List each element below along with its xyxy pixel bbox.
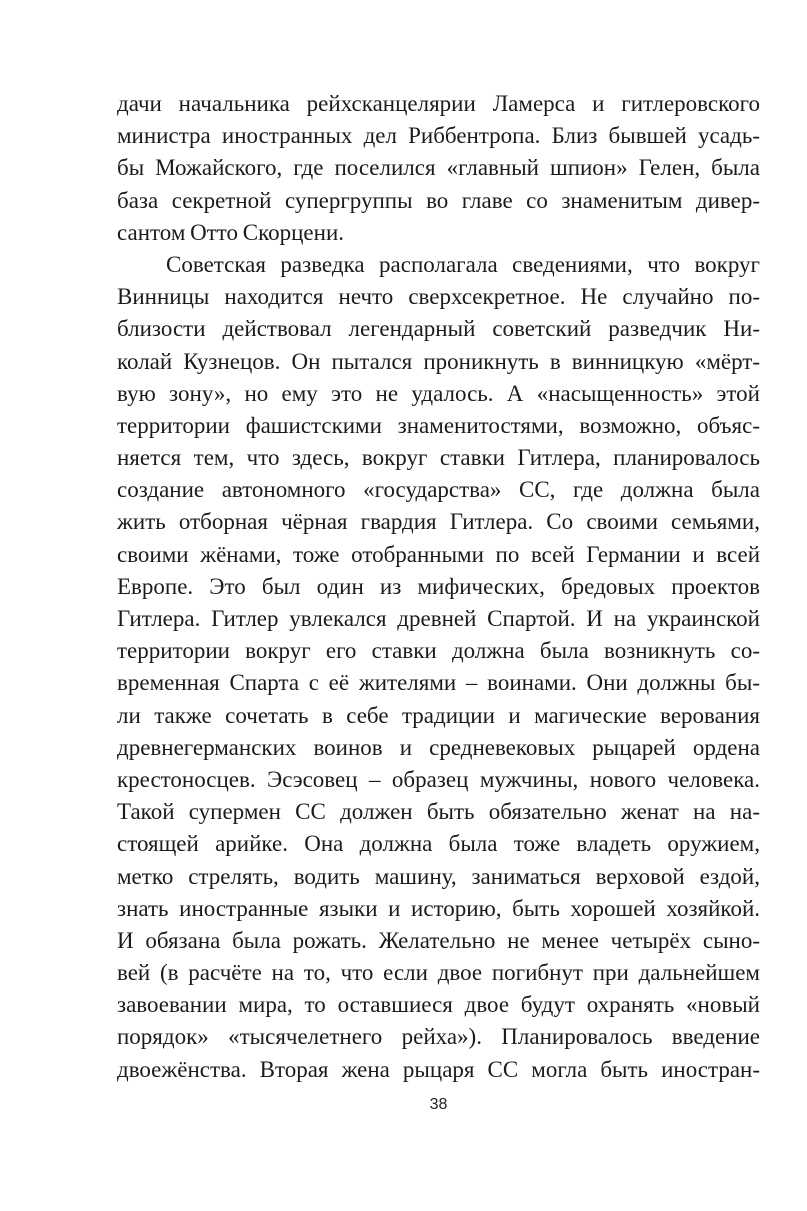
page-text — [117, 88, 760, 1086]
text-line: дачи начальника рейхсканцелярии Ламерса и гитлеровского — [117, 91, 760, 116]
text-line: база секретной супергруппы во главе со знаменитым дивер- — [117, 187, 760, 213]
text-line: ли также сочетать в себе традиции и магические верования — [117, 702, 760, 728]
text-line: близости действовал легендарный советский разведчик Ни- — [117, 316, 760, 342]
text-line: жить отборная чёрная гвардия Гитлера. Со своими семьями, — [117, 509, 760, 535]
text-line: территории фашистскими знаменитостями, возможно, объяс- — [117, 412, 760, 438]
text-line: министра иностранных дел Риббентропа. Близ бывшей усадь- — [117, 123, 760, 149]
text-line: вей (в расчёте на то, что если двое погибнут при дальнейшем — [117, 960, 760, 986]
text-line: территории вокруг его ставки должна была возникнуть со- — [117, 638, 760, 664]
text-line: древнегерманских воинов и средневековых рыцарей ордена — [117, 734, 760, 760]
text-line: завоевании мира, то оставшиеся двое будут охранять «новый — [117, 992, 760, 1018]
text-line: своими жёнами, тоже отобранными по всей Германии и всей — [117, 541, 760, 567]
text-line: колай Кузнецов. Он пытался проникнуть в винницкую «мёрт- — [117, 348, 760, 374]
text-line: порядок» «тысячелетнего рейха»). Планировалось введение — [117, 1024, 760, 1050]
text-line: крестоносцев. Эсэсовец – образец мужчины, нового человека. — [117, 766, 760, 792]
text-line: метко стрелять, водить машину, заниматься верховой ездой, — [117, 863, 760, 889]
text-line: двоежёнства. Вторая жена рыцаря СС могла быть иностран- — [117, 1056, 760, 1082]
text-line: няется тем, что здесь, вокруг ставки Гитлера, планировалось — [117, 445, 760, 471]
text-line: стоящей арийке. Она должна была тоже владеть оружием, — [117, 831, 760, 857]
text-line: Советская разведка располагала сведениями, что вокруг — [166, 251, 760, 277]
text-line: Винницы находится нечто сверхсекретное. Не случайно по- — [117, 284, 760, 310]
text-line: создание автономного «государства» СС, где должна была — [117, 477, 760, 503]
text-line: Такой супермен СС должен быть обязательно женат на на- — [117, 799, 760, 825]
text-line: знать иностранные языки и историю, быть хорошей хозяйкой. — [117, 895, 760, 921]
paragraph — [117, 88, 760, 249]
text-line: И обязана была рожать. Желательно не менее четырёх сыно- — [117, 927, 760, 953]
page-number: 38 — [429, 1096, 448, 1113]
text-line: вую зону», но ему это не удалось. А «насыщенность» этой — [117, 380, 760, 406]
text-line: Европе. Это был один из мифических, бредовых проектов — [117, 573, 760, 599]
text-line: сантом Отто Скорцени. — [117, 219, 345, 245]
text-line: временная Спарта с её жителями – воинами. Они должны бы- — [117, 670, 760, 696]
text-line: Гитлера. Гитлер увлекался древней Спартой. И на украинской — [117, 606, 760, 631]
text-line: бы Можайского, где поселился «главный шпион» Гелен, была — [117, 155, 760, 181]
paragraph — [117, 249, 760, 1086]
